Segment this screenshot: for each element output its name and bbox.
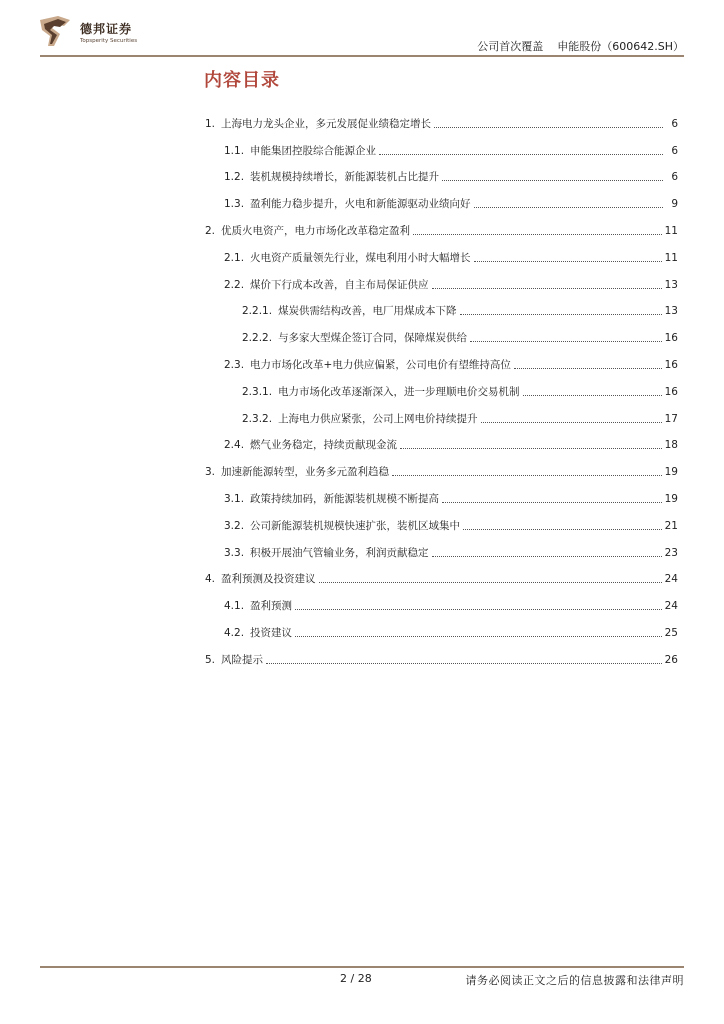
toc-entry-page: 19 — [664, 466, 678, 479]
toc-entry[interactable] — [205, 292, 678, 319]
toc-entry-number: 2. — [205, 224, 216, 237]
toc-entry-page: 21 — [664, 519, 678, 532]
toc-leader-dots — [413, 233, 662, 235]
toc-leader-dots — [432, 287, 662, 289]
toc-entry-text: 投资建议 — [250, 626, 293, 639]
toc-entry-text: 装机规模持续增长，新能源装机占比提升 — [250, 171, 440, 184]
toc-entry[interactable] — [205, 426, 678, 453]
toc-entry[interactable] — [205, 131, 678, 158]
toc-entry[interactable] — [205, 560, 678, 587]
header-divider — [40, 55, 684, 57]
toc-entry-page: 16 — [664, 385, 678, 398]
toc-entry[interactable] — [205, 613, 678, 640]
toc-leader-dots — [463, 528, 662, 530]
toc-leader-dots — [481, 421, 662, 423]
toc-entry-page: 13 — [664, 305, 678, 318]
toc-leader-dots — [295, 635, 662, 637]
toc-entry-page: 24 — [664, 600, 678, 613]
toc-entry-number: 1.1. — [224, 144, 245, 157]
toc-entry-number: 1.3. — [224, 198, 245, 211]
brand-logo-icon — [38, 14, 72, 48]
toc-entry-page: 18 — [664, 439, 678, 452]
toc-entry-number: 3.2. — [224, 519, 245, 532]
toc-entry[interactable] — [205, 318, 678, 345]
toc-entry-text: 加速新能源转型，业务多元盈利趋稳 — [221, 466, 390, 479]
toc-entry-page: 11 — [664, 224, 678, 237]
footer-divider — [40, 966, 684, 968]
toc-entry-number: 2.4. — [224, 439, 245, 452]
toc-entry-page: 24 — [664, 573, 678, 586]
toc-entry-page: 13 — [664, 278, 678, 291]
toc-entry-page: 9 — [671, 198, 678, 211]
toc-entry-page: 19 — [664, 492, 678, 505]
toc-entry-number: 5. — [205, 653, 216, 666]
toc-entry-number: 1. — [205, 117, 216, 130]
report-header — [477, 38, 684, 54]
toc-leader-dots — [442, 179, 663, 181]
toc-entry-text: 火电资产质量领先行业，煤电利用小时大幅增长 — [250, 251, 471, 264]
toc-entry-text: 燃气业务稳定，持续贡献现金流 — [250, 439, 398, 452]
toc-entry-page: 16 — [664, 332, 678, 345]
legal-disclaimer: 请务必阅读正文之后的信息披露和法律声明 — [465, 974, 684, 987]
toc-entry-page: 16 — [664, 358, 678, 371]
toc-entry-text: 盈利预测及投资建议 — [221, 573, 316, 586]
toc-leader-dots — [379, 153, 663, 155]
toc-leader-dots — [432, 555, 662, 557]
toc-entry-page: 6 — [671, 117, 678, 130]
toc-entry-text: 上海电力供应紧张，公司上网电价持续提升 — [278, 412, 478, 425]
toc-entry-text: 与多家大型煤企签订合同，保障煤炭供给 — [278, 332, 468, 345]
toc-entry[interactable] — [205, 184, 678, 211]
toc-entry-text: 公司新能源装机规模快速扩张，装机区域集中 — [250, 519, 461, 532]
toc-leader-dots — [442, 501, 662, 503]
toc-leader-dots — [392, 474, 662, 476]
toc-entry[interactable] — [205, 399, 678, 426]
brand-name-cn: 德邦证券 — [80, 22, 133, 36]
toc-entry-page: 11 — [664, 251, 678, 264]
toc-entry-number: 3.1. — [224, 492, 245, 505]
toc-leader-dots — [400, 447, 662, 449]
toc-entry-page: 6 — [671, 171, 678, 184]
toc-entry[interactable] — [205, 104, 678, 131]
toc-entry-number: 1.2. — [224, 171, 245, 184]
toc-leader-dots — [460, 313, 662, 315]
toc-entry[interactable] — [205, 238, 678, 265]
toc-entry-number: 2.2.2. — [242, 332, 273, 345]
toc-entry-text: 电力市场化改革+电力供应偏紧，公司电价有望维持高位 — [250, 358, 511, 371]
toc-leader-dots — [470, 340, 662, 342]
toc-entry[interactable] — [205, 640, 678, 667]
toc-entry-text: 申能集团控股综合能源企业 — [250, 144, 377, 157]
toc-entry-text: 积极开展油气管输业务，利润贡献稳定 — [250, 546, 429, 559]
toc-title: 内容目录 — [204, 70, 280, 91]
toc-entry[interactable] — [205, 479, 678, 506]
toc-entry-page: 23 — [664, 546, 678, 559]
page-indicator: 2 / 28 — [340, 972, 372, 985]
toc-entry[interactable] — [205, 372, 678, 399]
toc-entry-page: 6 — [671, 144, 678, 157]
brand-logo — [38, 14, 178, 50]
toc-entry-text: 盈利能力稳步提升，火电和新能源驱动业绩向好 — [250, 198, 471, 211]
toc-entry[interactable] — [205, 158, 678, 185]
toc-entry-number: 2.2. — [224, 278, 245, 291]
toc-entry-text: 盈利预测 — [250, 600, 293, 613]
toc-entry-page: 17 — [664, 412, 678, 425]
toc-entry-number: 2.1. — [224, 251, 245, 264]
toc-entry-number: 4.2. — [224, 626, 245, 639]
toc-entry-page: 26 — [664, 653, 678, 666]
toc-entry[interactable] — [205, 211, 678, 238]
brand-name-en: Topsperity Securities — [80, 38, 138, 44]
table-of-contents — [205, 104, 678, 667]
toc-leader-dots — [523, 394, 662, 396]
toc-leader-dots — [434, 126, 663, 128]
toc-entry-number: 2.2.1. — [242, 305, 273, 318]
toc-entry-number: 2.3.2. — [242, 412, 273, 425]
toc-entry-page: 25 — [664, 626, 678, 639]
toc-entry-text: 电力市场化改革逐渐深入，进一步理顺电价交易机制 — [278, 385, 520, 398]
toc-entry-text: 优质火电资产，电力市场化改革稳定盈利 — [221, 224, 411, 237]
toc-entry-number: 2.3. — [224, 358, 245, 371]
toc-entry-number: 4.1. — [224, 600, 245, 613]
toc-entry[interactable] — [205, 506, 678, 533]
toc-leader-dots — [474, 260, 662, 262]
toc-entry[interactable] — [205, 345, 678, 372]
toc-leader-dots — [474, 206, 663, 208]
toc-leader-dots — [319, 581, 662, 583]
toc-entry-number: 3. — [205, 466, 216, 479]
toc-entry-text: 上海电力龙头企业，多元发展促业绩稳定增长 — [221, 117, 432, 130]
toc-entry-text: 煤炭供需结构改善，电厂用煤成本下降 — [278, 305, 457, 318]
toc-entry[interactable] — [205, 586, 678, 613]
company-name: 申能股份（600642.SH） — [557, 40, 684, 53]
toc-entry-number: 4. — [205, 573, 216, 586]
toc-leader-dots — [514, 367, 662, 369]
toc-entry[interactable] — [205, 265, 678, 292]
toc-leader-dots — [295, 608, 662, 610]
toc-entry-number: 3.3. — [224, 546, 245, 559]
toc-entry[interactable] — [205, 452, 678, 479]
toc-entry-text: 风险提示 — [221, 653, 264, 666]
toc-entry-number: 2.3.1. — [242, 385, 273, 398]
report-type: 公司首次覆盖 — [477, 40, 544, 53]
toc-entry-text: 政策持续加码，新能源装机规模不断提高 — [250, 492, 440, 505]
toc-entry-text: 煤价下行成本改善，自主布局保证供应 — [250, 278, 429, 291]
toc-leader-dots — [266, 662, 662, 664]
toc-entry[interactable] — [205, 533, 678, 560]
